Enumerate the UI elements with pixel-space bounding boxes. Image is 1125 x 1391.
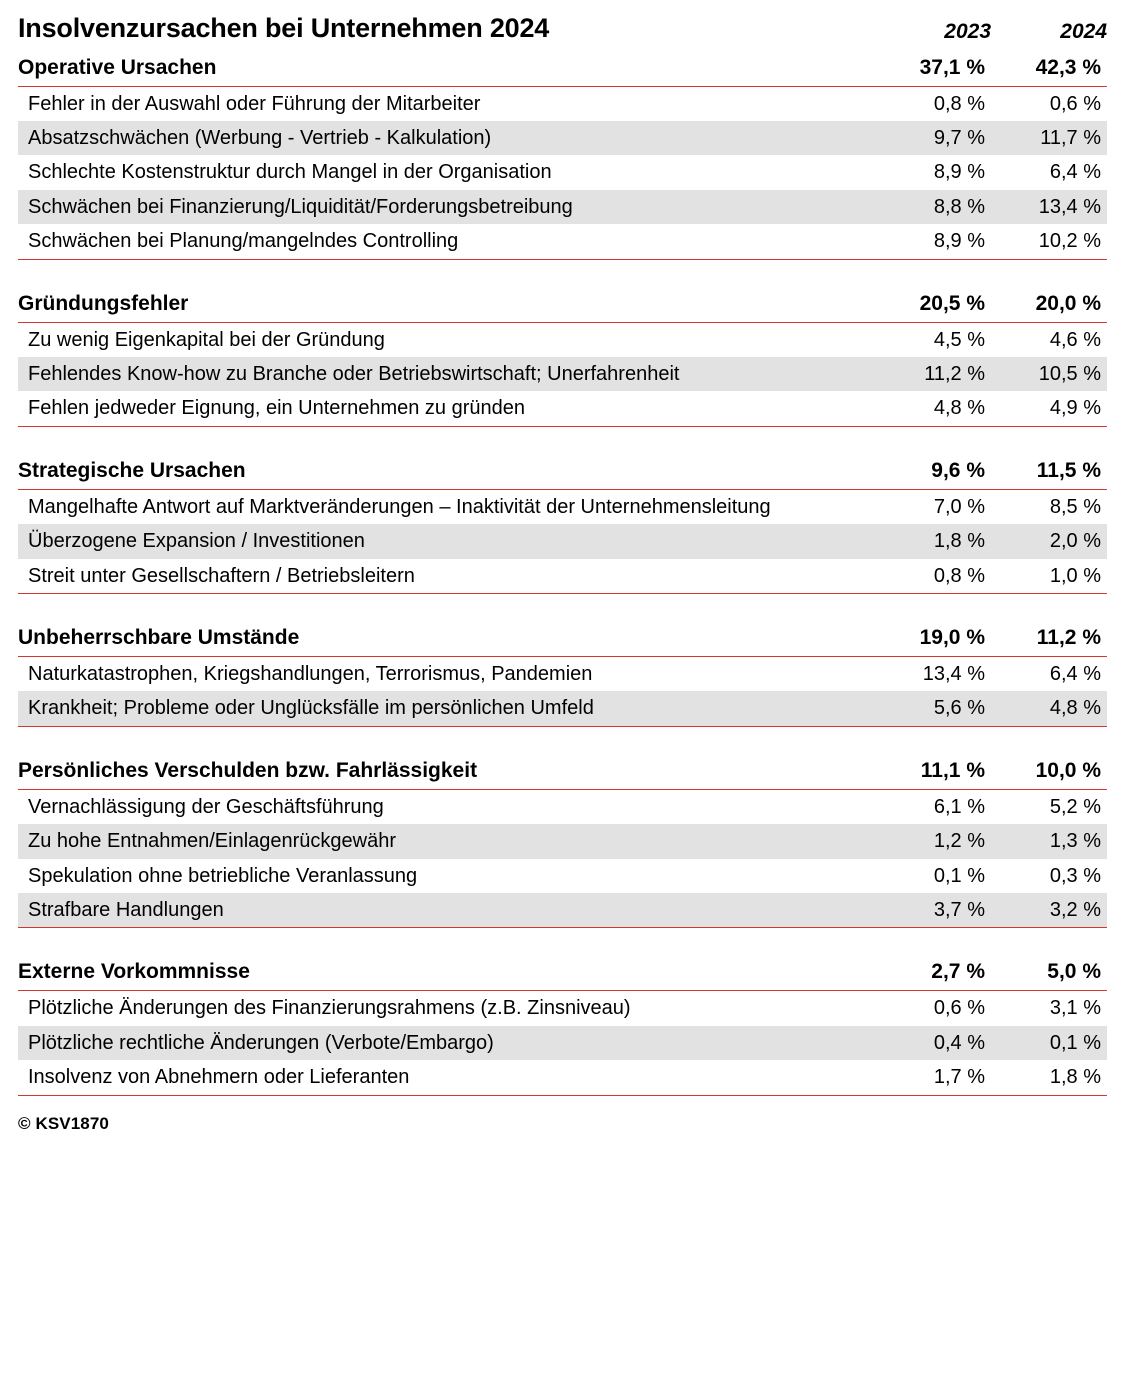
- item-label: Streit unter Gesellschaftern / Betriebsleitern: [18, 559, 889, 594]
- table-row: [18, 991, 1107, 1026]
- item-value-2024: 0,3 %: [1049, 864, 1101, 887]
- item-value-2023: 4,5 %: [889, 322, 991, 357]
- item-label: Naturkatastrophen, Kriegshandlungen, Terrorismus, Pandemien: [18, 656, 889, 691]
- item-value-2024: 4,6 %: [991, 322, 1107, 357]
- group-value-2023: 9,6 %: [931, 458, 985, 482]
- table-row: [18, 357, 1107, 391]
- group-label: Unbeherrschbare Umstände: [18, 625, 300, 649]
- column-header-2024: 2024: [1060, 19, 1107, 43]
- group-row: [18, 50, 1107, 87]
- item-value-2024: 6,4 %: [991, 656, 1107, 691]
- item-value-2023: 8,8 %: [889, 190, 991, 224]
- item-label: Spekulation ohne betriebliche Veranlassung: [28, 864, 418, 887]
- item-label: Zu wenig Eigenkapital bei der Gründung: [18, 322, 889, 357]
- group-value-2024: 5,0 %: [1047, 960, 1101, 984]
- group-value-2024: 11,2 %: [1036, 625, 1101, 649]
- item-value-2024: 10,5 %: [991, 357, 1107, 391]
- spacer-cell: [18, 259, 1107, 286]
- group-spacer: [18, 259, 1107, 286]
- table-body: [18, 50, 1107, 1095]
- item-label: Insolvenz von Abnehmern oder Lieferanten: [18, 1060, 889, 1095]
- table-row: [18, 155, 1107, 189]
- table-row: [18, 86, 1107, 121]
- group-value-2024: 20,0 %: [1035, 291, 1101, 315]
- item-value-2024: 0,6 %: [991, 86, 1107, 121]
- item-value-2023: 6,1 %: [889, 789, 991, 824]
- item-label: Zu hohe Entnahmen/Einlagenrückgewähr: [18, 824, 889, 858]
- group-value-2023: 11,1 %: [920, 758, 985, 782]
- table-row: [18, 322, 1107, 357]
- spacer-cell: [18, 726, 1107, 753]
- table-row: [18, 1026, 1107, 1060]
- item-value-2024: 3,2 %: [991, 893, 1107, 928]
- group-row: [18, 286, 1107, 323]
- item-value-2024: 2,0 %: [991, 524, 1107, 558]
- item-value-2024: 11,7 %: [991, 121, 1107, 155]
- item-label: Absatzschwächen (Werbung - Vertrieb - Kalkulation): [18, 121, 889, 155]
- item-value-2024: 5,2 %: [991, 789, 1107, 824]
- table-row: [18, 893, 1107, 928]
- item-value-2023: 13,4 %: [889, 656, 991, 691]
- group-spacer: [18, 593, 1107, 620]
- spacer-cell: [18, 426, 1107, 453]
- item-value-2023: 8,9 %: [889, 224, 991, 259]
- item-label: Fehlendes Know-how zu Branche oder Betriebswirtschaft; Unerfahrenheit: [18, 357, 889, 391]
- item-value-2023: 0,4 %: [889, 1026, 991, 1060]
- item-value-2024: 1,8 %: [991, 1060, 1107, 1095]
- item-label: Plötzliche Änderungen des Finanzierungsrahmens (z.B. Zinsniveau): [18, 991, 889, 1026]
- document-header: [18, 14, 1107, 46]
- group-label: Gründungsfehler: [18, 291, 189, 315]
- item-value-2023: 5,6 %: [889, 691, 991, 726]
- spacer-cell: [18, 928, 1107, 955]
- item-value-2023: 1,7 %: [889, 1060, 991, 1095]
- item-value-2023: 0,8 %: [889, 559, 991, 594]
- group-spacer: [18, 726, 1107, 753]
- item-label: Vernachlässigung der Geschäftsführung: [18, 789, 889, 824]
- table-row: [18, 789, 1107, 824]
- group-value-2023: 20,5 %: [919, 291, 985, 315]
- group-label: Externe Vorkommnisse: [18, 960, 250, 984]
- spacer-cell: [18, 593, 1107, 620]
- table-row: [18, 691, 1107, 726]
- group-label: Operative Ursachen: [18, 55, 217, 79]
- group-row: [18, 620, 1107, 657]
- item-value-2023: 11,2 %: [889, 357, 991, 391]
- group-row: [18, 453, 1107, 490]
- causes-table: [18, 50, 1107, 1096]
- item-value-2024: 8,5 %: [991, 489, 1107, 524]
- item-value-2023: 0,1 %: [933, 864, 985, 887]
- item-value-2023: 7,0 %: [889, 489, 991, 524]
- group-label: Strategische Ursachen: [18, 458, 246, 482]
- copyright-footer: © KSV1870: [18, 1113, 109, 1133]
- item-value-2024: 6,4 %: [1049, 161, 1101, 184]
- item-label: Plötzliche rechtliche Änderungen (Verbote/Embargo): [18, 1026, 889, 1060]
- group-spacer: [18, 426, 1107, 453]
- group-value-2024: 10,0 %: [1035, 758, 1101, 782]
- table-row: [18, 824, 1107, 858]
- table-row: [18, 224, 1107, 259]
- group-value-2023: 2,7 %: [931, 960, 985, 984]
- item-value-2023: 4,8 %: [889, 391, 991, 426]
- table-row: [18, 656, 1107, 691]
- item-value-2024: 13,4 %: [991, 190, 1107, 224]
- item-label: Schwächen bei Planung/mangelndes Controlling: [18, 224, 889, 259]
- page-title: Insolvenzursachen bei Unternehmen 2024: [18, 13, 550, 43]
- table-row: [18, 1060, 1107, 1095]
- table-row: [18, 190, 1107, 224]
- item-label: Fehlen jedweder Eignung, ein Unternehmen zu gründen: [18, 391, 889, 426]
- item-value-2024: 0,1 %: [991, 1026, 1107, 1060]
- item-value-2023: 0,8 %: [889, 86, 991, 121]
- item-value-2023: 1,2 %: [889, 824, 991, 858]
- group-value-2024: 42,3 %: [1035, 55, 1101, 79]
- item-value-2023: 3,7 %: [889, 893, 991, 928]
- table-row: [18, 559, 1107, 594]
- item-label: Strafbare Handlungen: [18, 893, 889, 928]
- item-value-2023: 8,9 %: [933, 161, 985, 184]
- item-value-2024: 4,8 %: [991, 691, 1107, 726]
- item-value-2024: 3,1 %: [991, 991, 1107, 1026]
- item-label: Schwächen bei Finanzierung/Liquidität/Forderungsbetreibung: [18, 190, 889, 224]
- item-label: Fehler in der Auswahl oder Führung der Mitarbeiter: [18, 86, 889, 121]
- group-spacer: [18, 928, 1107, 955]
- item-label: Schlechte Kostenstruktur durch Mangel in der Organisation: [28, 161, 552, 184]
- table-row: [18, 489, 1107, 524]
- table-row: [18, 524, 1107, 558]
- table-row: [18, 391, 1107, 426]
- item-value-2024: 1,3 %: [991, 824, 1107, 858]
- group-value-2023: 19,0 %: [919, 625, 985, 649]
- item-value-2024: 10,2 %: [991, 224, 1107, 259]
- table-row: [18, 859, 1107, 893]
- item-value-2024: 4,9 %: [991, 391, 1107, 426]
- item-label: Überzogene Expansion / Investitionen: [18, 524, 889, 558]
- group-label: Persönliches Verschulden bzw. Fahrlässigkeit: [18, 758, 478, 782]
- group-value-2023: 37,1 %: [919, 55, 985, 79]
- group-row: [18, 753, 1107, 790]
- item-value-2023: 9,7 %: [889, 121, 991, 155]
- item-value-2023: 1,8 %: [889, 524, 991, 558]
- item-label: Mangelhafte Antwort auf Marktveränderungen – Inaktivität der Unternehmensleitung: [18, 489, 889, 524]
- table-row: [18, 121, 1107, 155]
- group-row: [18, 954, 1107, 991]
- item-value-2023: 0,6 %: [889, 991, 991, 1026]
- group-value-2024: 11,5 %: [1036, 458, 1101, 482]
- item-label: Krankheit; Probleme oder Unglücksfälle im persönlichen Umfeld: [18, 691, 889, 726]
- column-header-2023: 2023: [944, 19, 991, 43]
- item-value-2024: 1,0 %: [991, 559, 1107, 594]
